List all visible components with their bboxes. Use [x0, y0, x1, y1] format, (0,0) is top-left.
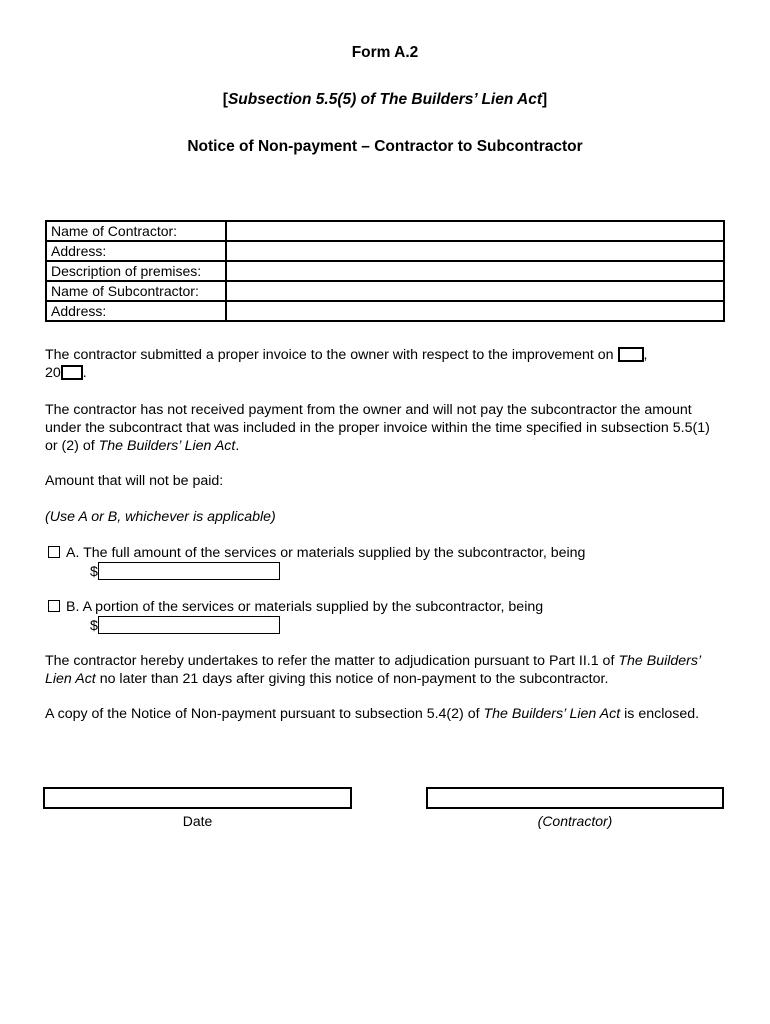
option-b: B. A portion of the services or materials supplied by the subcontractor, being $	[48, 598, 728, 635]
invoice-year-box[interactable]	[61, 365, 83, 380]
table-row	[46, 221, 724, 241]
option-a: A. The full amount of the services or materials supplied by the subcontractor, being $	[48, 544, 728, 581]
option-a-amount-field[interactable]	[98, 562, 280, 580]
contractor-signature-field[interactable]	[426, 787, 724, 809]
subsection-reference: [Subsection 5.5(5) of The Builders’ Lien Act]	[222, 91, 548, 108]
date-label: Date	[182, 813, 213, 829]
use-ab-note: (Use A or B, whichever is applicable)	[45, 509, 276, 525]
invoice-date-box[interactable]	[618, 347, 644, 362]
subcontractor-address-field[interactable]	[231, 302, 719, 320]
table-row	[46, 241, 724, 261]
field-label: Name of Subcontractor:	[46, 281, 226, 301]
contractor-address-cell[interactable]	[226, 241, 724, 261]
amount-label: Amount that will not be paid:	[45, 473, 224, 489]
table-row	[46, 261, 724, 281]
contractor-name-cell[interactable]	[226, 221, 724, 241]
field-label: Description of premises:	[46, 261, 226, 281]
date-field[interactable]	[43, 787, 352, 809]
contractor-name-field[interactable]	[231, 222, 719, 240]
table-row	[46, 301, 724, 321]
field-label: Address:	[46, 301, 226, 321]
premises-description-field[interactable]	[231, 262, 719, 280]
field-label: Name of Contractor:	[46, 221, 226, 241]
subcontractor-address-cell[interactable]	[226, 301, 724, 321]
option-b-checkbox[interactable]	[48, 600, 60, 612]
form-number: Form A.2	[351, 44, 419, 61]
party-info-table	[45, 220, 725, 322]
contractor-address-field[interactable]	[231, 242, 719, 260]
subsection-text: Subsection 5.5(5) of The Builders’ Lien Act	[227, 91, 543, 108]
contractor-label: (Contractor)	[537, 813, 613, 829]
no-payment-paragraph: The contractor has not received payment from the owner and will not pay the subcontractor the amount under the subcontract that was included in the proper invoice within the time specified in subsection 5.5(1) or (2) of The Builders’ Lien Act.	[45, 402, 710, 454]
copy-paragraph: A copy of the Notice of Non-payment pursuant to subsection 5.4(2) of The Builders’ Lien Act is enclosed.	[45, 706, 700, 722]
undertake-paragraph: The contractor hereby undertakes to refer the matter to adjudication pursuant to Part II.1 of The Builders’ Lien Act no later than 21 days after giving this notice of non-payment to the subcontractor.	[45, 653, 701, 687]
option-b-amount-field[interactable]	[98, 616, 280, 634]
field-label: Address:	[46, 241, 226, 261]
premises-cell[interactable]	[226, 261, 724, 281]
subcontractor-name-cell[interactable]	[226, 281, 724, 301]
option-a-checkbox[interactable]	[48, 546, 60, 558]
form-title: Notice of Non-payment – Contractor to Subcontractor	[187, 138, 583, 155]
invoice-paragraph: The contractor submitted a proper invoice to the owner with respect to the improvement on , 20 .	[45, 347, 648, 381]
table-row	[46, 281, 724, 301]
subcontractor-name-field[interactable]	[231, 282, 719, 300]
